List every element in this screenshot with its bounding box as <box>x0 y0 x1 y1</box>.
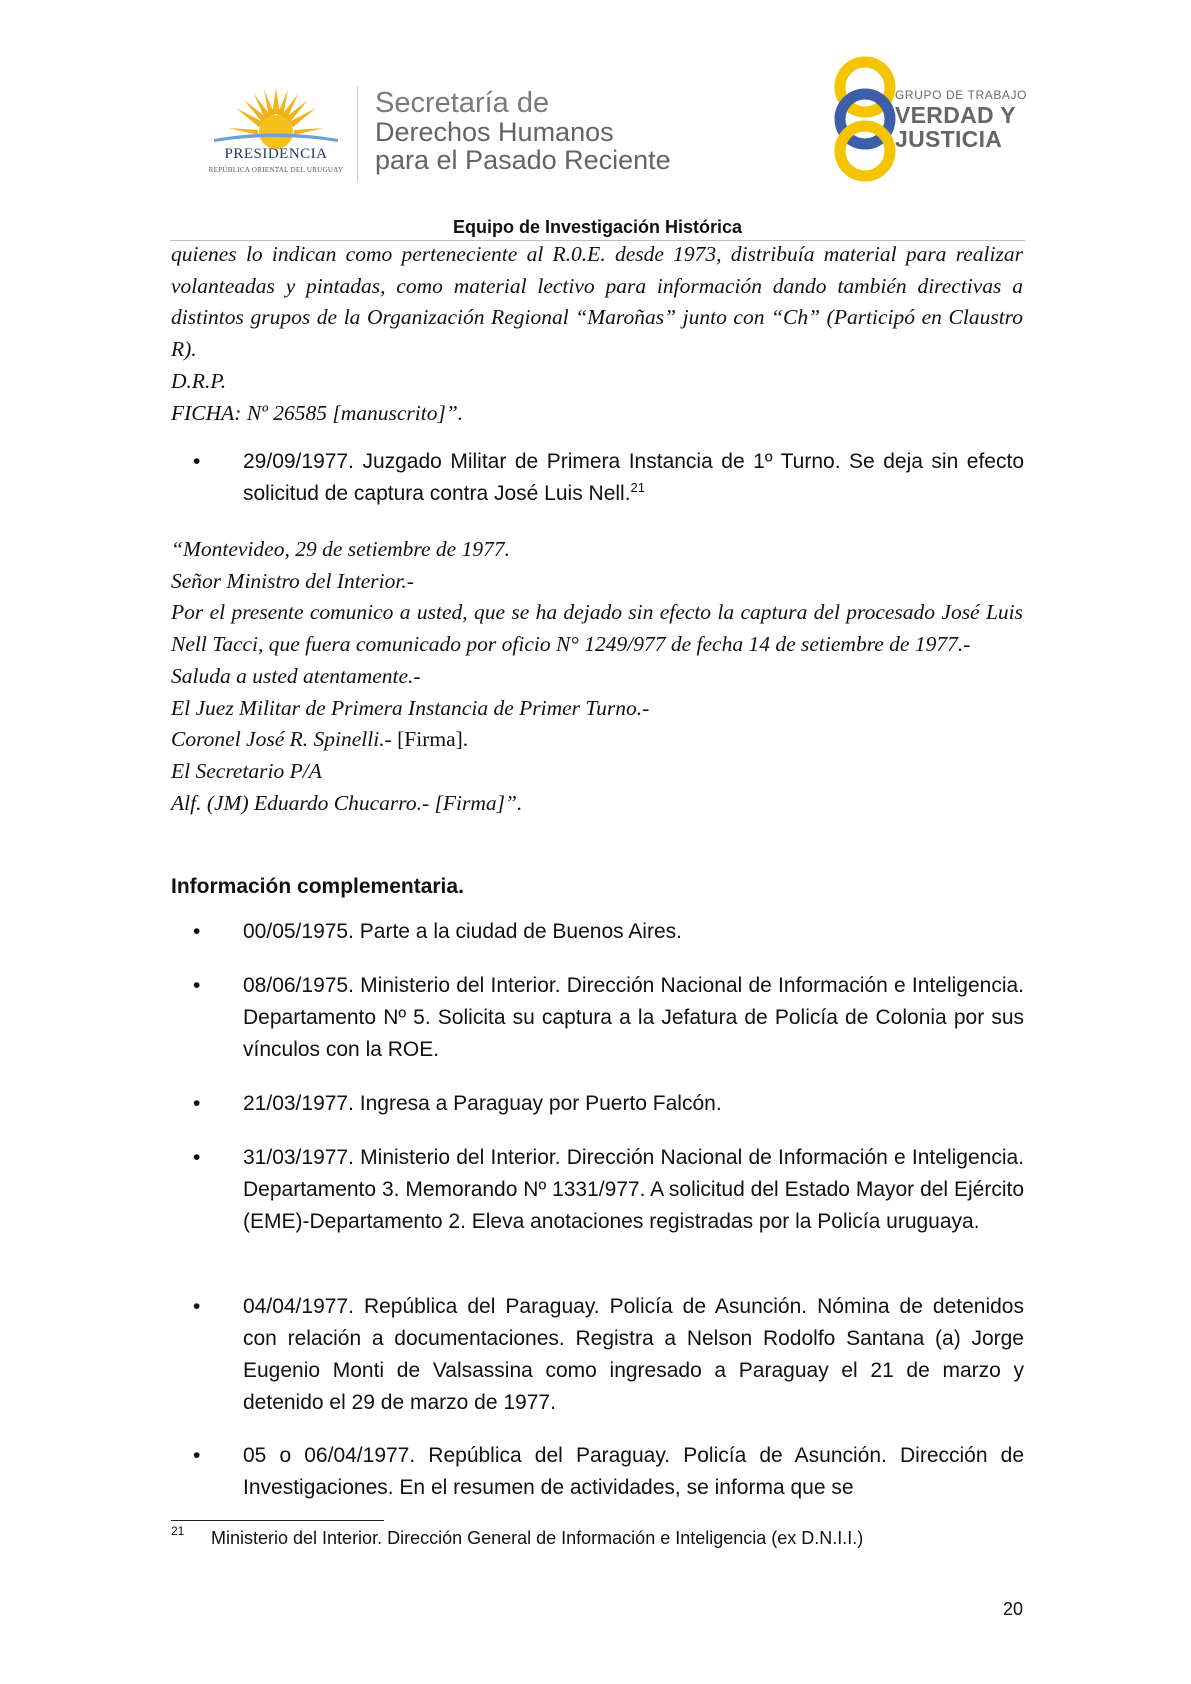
verdad-justicia-logo-text <box>895 88 1027 151</box>
list-item-text: 00/05/1975. Parte a la ciudad de Buenos Aires. <box>243 920 682 943</box>
secretaria-line-2: Derechos Humanos <box>375 117 614 147</box>
quote-paragraph: quienes lo indican como perteneciente al R.0.E. desde 1973, distribuía material para realizar volanteadas y pintadas, como material lectivo para información dando también directivas a distintos grupos de la Organización Regional “Maroñas” junto con “Ch” (Participó en Claustro R). <box>171 242 1023 362</box>
list-item-text <box>243 446 1024 510</box>
list-item-text: 21/03/1977. Ingresa a Paraguay por Puerto Falcón. <box>243 1092 722 1115</box>
presidencia-subtitle: REPÚBLICA ORIENTAL DEL URUGUAY <box>208 166 344 174</box>
bullet-icon: • <box>193 1092 201 1115</box>
presidencia-name: PRESIDENCIA <box>224 146 328 162</box>
list-item <box>193 1142 1024 1238</box>
bullet-icon: • <box>193 450 201 473</box>
quote-line: El Juez Militar de Primera Instancia de Primer Turno.- <box>171 695 650 720</box>
quote-paragraph: Por el presente comunico a usted, que se ha dejado sin efecto la captura del procesado José Luis Nell Tacci, que fuera comunicado por oficio N° 1249/977 de fecha 14 de setiembre de 1977.- <box>171 600 1023 657</box>
quote-line-drp: D.R.P. <box>171 368 227 393</box>
list-item-text: 05 o 06/04/1977. República del Paraguay. Policía de Asunción. Dirección de Investigaciones. En el resumen de actividades, se informa que se <box>243 1444 1024 1499</box>
signature-name: Coronel José R. Spinelli.- <box>171 727 392 752</box>
list-item <box>193 970 1024 1066</box>
list-item <box>193 446 1024 510</box>
list-item <box>193 1440 1024 1504</box>
quote-block-1 <box>171 239 1023 429</box>
header-divider <box>357 86 358 182</box>
sun-emblem-icon <box>196 84 356 154</box>
list-item <box>193 1088 1024 1120</box>
bullet-icon: • <box>193 1444 201 1467</box>
quote-line: Señor Ministro del Interior.- <box>171 568 414 593</box>
quote-block-2 <box>171 534 1023 819</box>
footnote-reference[interactable]: 21 <box>630 480 646 495</box>
footnote-separator <box>171 1520 384 1521</box>
quote-line: Alf. (JM) Eduardo Chucarro.- [Firma]”. <box>171 790 523 815</box>
list-item-text: 04/04/1977. República del Paraguay. Policía de Asunción. Nómina de detenidos con relación a documentaciones. Registra a Nelson Rodolfo Santana (a) Jorge Eugenio Monti de Valsassina como ingresado a Paraguay el 21 de marzo y detenido el 29 de marzo de 1977. <box>243 1295 1024 1414</box>
quote-line <box>171 724 1023 756</box>
secretaria-logo-text <box>375 88 671 174</box>
list-item-text: 31/03/1977. Ministerio del Interior. Dirección Nacional de Información e Inteligencia. Departamento 3. Memorando Nº 1331/977. A solicitud del Estado Mayor del Ejército (EME)-Departamento 2. Eleva anotaciones registradas por la Policía uruguaya. <box>243 1146 1024 1233</box>
gt-line-1: GRUPO DE TRABAJO <box>895 88 1028 102</box>
list-item-body: 29/09/1977. Juzgado Militar de Primera Instancia de 1º Turno. Se deja sin efecto solicitud de captura contra José Luis Nell. <box>243 450 1024 505</box>
gt-line-3: JUSTICIA <box>895 126 1003 152</box>
secretaria-line-3: para el Pasado Reciente <box>375 145 671 175</box>
quote-line: Saluda a usted atentamente.- <box>171 663 421 688</box>
bullet-icon: • <box>193 1295 201 1318</box>
quote-line-ficha: FICHA: Nº 26585 [manuscrito]”. <box>171 400 464 425</box>
quote-line: El Secretario P/A <box>171 758 322 783</box>
signature-note: [Firma]. <box>391 727 469 752</box>
presidencia-logo <box>196 84 356 184</box>
list-item <box>193 1291 1024 1419</box>
bullet-icon: • <box>193 1146 201 1169</box>
page-number: 20 <box>1003 1599 1024 1619</box>
bullet-icon: • <box>193 974 201 997</box>
list-item <box>193 916 1024 948</box>
quote-line: “Montevideo, 29 de setiembre de 1977. <box>171 537 510 561</box>
footnote-number: 21 <box>171 1524 185 1538</box>
section-heading: Información complementaria. <box>171 875 464 898</box>
secretaria-line-1: Secretaría de <box>375 87 550 119</box>
bullet-icon: • <box>193 920 201 943</box>
gt-line-2: VERDAD Y <box>895 102 1016 128</box>
header-equipo-title: Equipo de Investigación Histórica <box>452 217 743 237</box>
list-item-text: 08/06/1975. Ministerio del Interior. Dirección Nacional de Información e Inteligencia. Departamento Nº 5. Solicita su captura a la Jefatura de Policía de Colonia por sus vínculos con la ROE. <box>243 974 1024 1061</box>
footnote-text: Ministerio del Interior. Dirección General de Información e Inteligencia (ex D.N.I.I.) <box>211 1528 864 1548</box>
